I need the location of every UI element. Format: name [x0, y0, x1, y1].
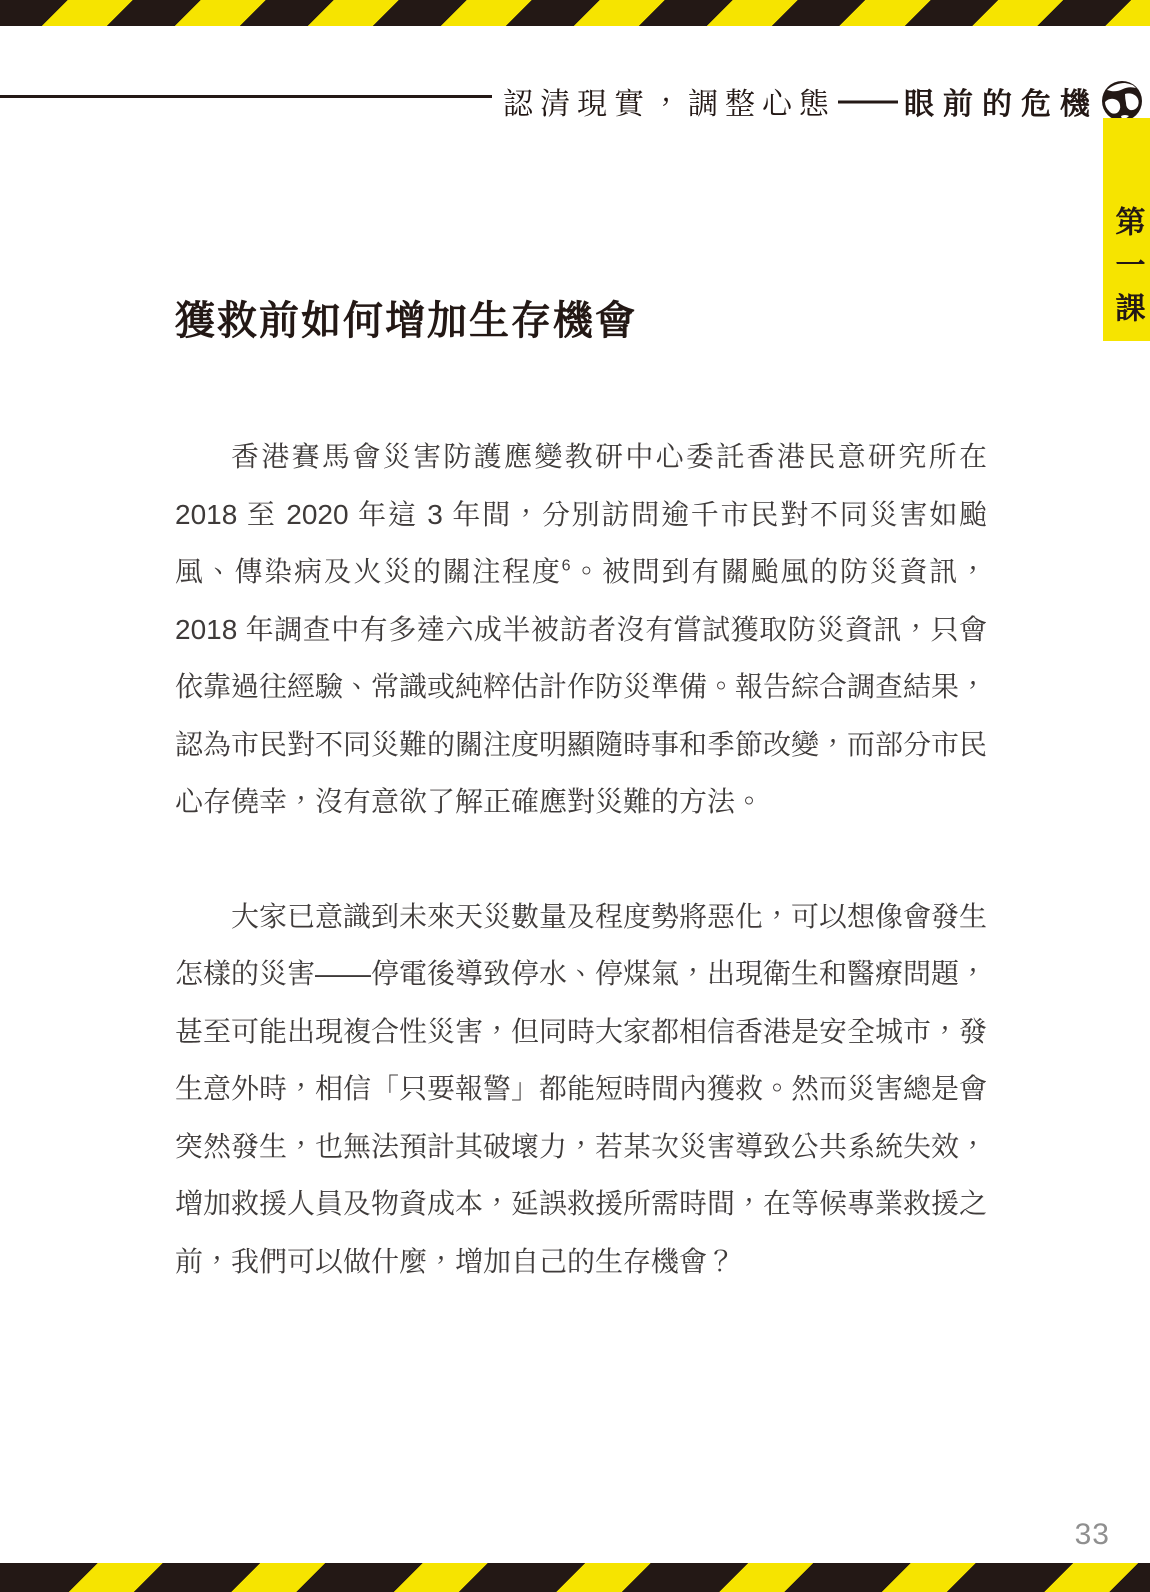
page-title: 獲救前如何增加生存機會 [175, 299, 637, 343]
globe-icon [1101, 80, 1143, 122]
running-header-section: 認清現實，調整心態 [503, 88, 836, 121]
running-header-chapter: 眼前的危機 [904, 88, 1099, 121]
paragraph-1-continued: 。被問到有關颱風的防災資訊，2018 年調查中有多達六成半被訪者沒有嘗試獲取防災資訊，只會依靠過往經驗、常識或純粹估計作防災準備。報告綜合調查結果，認為市民對不同災難的關注度明顯隨時事和季節改變，而部分市民心存僥幸，沒有意欲了解正確應對災難的方法。 [175, 556, 988, 817]
header-rule-line [0, 95, 492, 98]
running-header [503, 79, 1143, 123]
hazard-stripe-top [0, 0, 1150, 26]
chapter-tab [1103, 118, 1150, 341]
hazard-stripe-bottom [0, 1563, 1150, 1592]
paragraph-2: 大家已意識到未來天災數量及程度勢將惡化，可以想像會發生怎樣的災害——停電後導致停水、停煤氣，出現衛生和醫療問題，甚至可能出現複合性災害，但同時大家都相信香港是安全城市，發生意外時，相信「只要報警」都能短時間內獲救。然而災害總是會突然發生，也無法預計其破壞力，若某次災害導致公共系統失效，增加救援人員及物資成本，延誤救援所需時間，在等候專業救援之前，我們可以做什麼，增加自己的生存機會？ [175, 900, 988, 1277]
paragraph-1 [175, 428, 987, 831]
page-number: 33 [1074, 1518, 1110, 1551]
chapter-tab-label: 第一課 [1110, 206, 1144, 335]
body-text [175, 428, 987, 1290]
footnote-ref-6: 6 [561, 557, 571, 575]
paragraph-1-text: 香港賽馬會災害防護應變教研中心委託香港民意研究所在 2018 至 2020 年這 3 年間，分別訪問逾千市民對不同災害如颱風、傳染病及火災的關注程度 [175, 441, 987, 587]
main-content [175, 296, 987, 1290]
running-header-dash: —— [838, 84, 898, 117]
